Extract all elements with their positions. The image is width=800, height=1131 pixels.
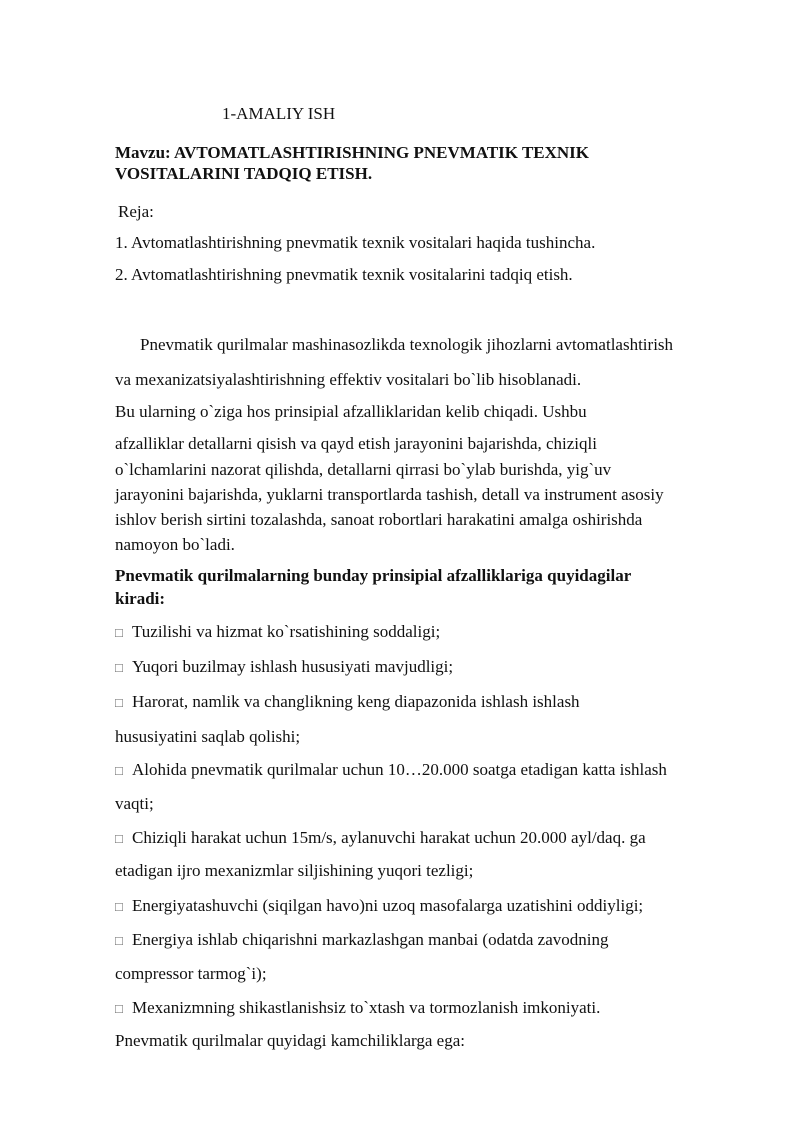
paragraph-line: ishlov berish sirtini tozalashda, sanoat robortlari harakatini amalga oshirishda [115, 510, 643, 529]
paragraph-line: va mexanizatsiyalashtirishning effektiv vositalari bo`lib hisoblanadi. [115, 370, 582, 389]
page-title: 1-AMALIY ISH [222, 104, 336, 123]
advantage-item-continuation: etadigan ijro mexanizmlar siljishining yuqori tezligi; [115, 861, 474, 880]
advantage-item: □ Chiziqli harakat uchun 15m/s, aylanuvchi harakat uchun 20.000 ayl/daq. ga [115, 828, 646, 849]
closing-line: Pnevmatik qurilmalar quyidagi kamchiliklarga ega: [115, 1031, 465, 1050]
advantage-item-continuation: hususiyatini saqlab qolishi; [115, 727, 301, 746]
advantage-item: □ Yuqori buzilmay ishlash hususiyati mavjudligi; [115, 657, 453, 678]
advantage-item: □ Harorat, namlik va changlikning keng diapazonida ishlash ishlash [115, 692, 580, 713]
advantage-item: □ Alohida pnevmatik qurilmalar uchun 10…20.000 soatga etadigan katta ishlash [115, 760, 667, 781]
advantage-item-continuation: compressor tarmog`i); [115, 964, 267, 983]
advantage-item-continuation: vaqti; [115, 794, 154, 813]
paragraph-line: Pnevmatik qurilmalar mashinasozlikda texnologik jihozlarni avtomatlashtirish [140, 335, 674, 354]
paragraph-line: jarayonini bajarishda, yuklarni transportlarda tashish, detall va instrument asosiy [115, 485, 664, 504]
advantage-item: □ Tuzilishi va hizmat ko`rsatishining soddaligi; [115, 622, 440, 643]
topic-line-2: VOSITALARINI TADQIQ ETISH. [115, 164, 373, 183]
advantage-item: □ Mexanizmning shikastlanishsiz to`xtash va tormozlanish imkoniyati. [115, 998, 600, 1019]
plan-item: 1. Avtomatlashtirishning pnevmatik texnik vositalari haqida tushincha. [115, 233, 596, 252]
advantages-heading-line-1: Pnevmatik qurilmalarning bunday prinsipial afzalliklariga quyidagilar [115, 566, 632, 585]
plan-item: 2. Avtomatlashtirishning pnevmatik texnik vositalarini tadqiq etish. [115, 265, 573, 284]
paragraph-line: namoyon bo`ladi. [115, 535, 235, 554]
paragraph-line: afzalliklar detallarni qisish va qayd etish jarayonini bajarishda, chiziqli [115, 434, 597, 453]
topic-line-1: Mavzu: AVTOMATLASHTIRISHNING PNEVMATIK TEXNIK [115, 143, 590, 162]
advantages-heading-line-2: kiradi: [115, 589, 166, 608]
paragraph-line: Bu ularning o`ziga hos prinsipial afzalliklaridan kelib chiqadi. Ushbu [115, 402, 587, 421]
advantage-item: □ Energiyatashuvchi (siqilgan havo)ni uzoq masofalarga uzatishini oddiyligi; [115, 896, 643, 917]
advantage-item: □ Energiya ishlab chiqarishni markazlashgan manbai (odatda zavodning [115, 930, 608, 951]
paragraph-line: o`lchamlarini nazorat qilishda, detallarni qirrasi bo`ylab burishda, yig`uv [115, 460, 612, 479]
plan-label: Reja: [118, 202, 154, 221]
